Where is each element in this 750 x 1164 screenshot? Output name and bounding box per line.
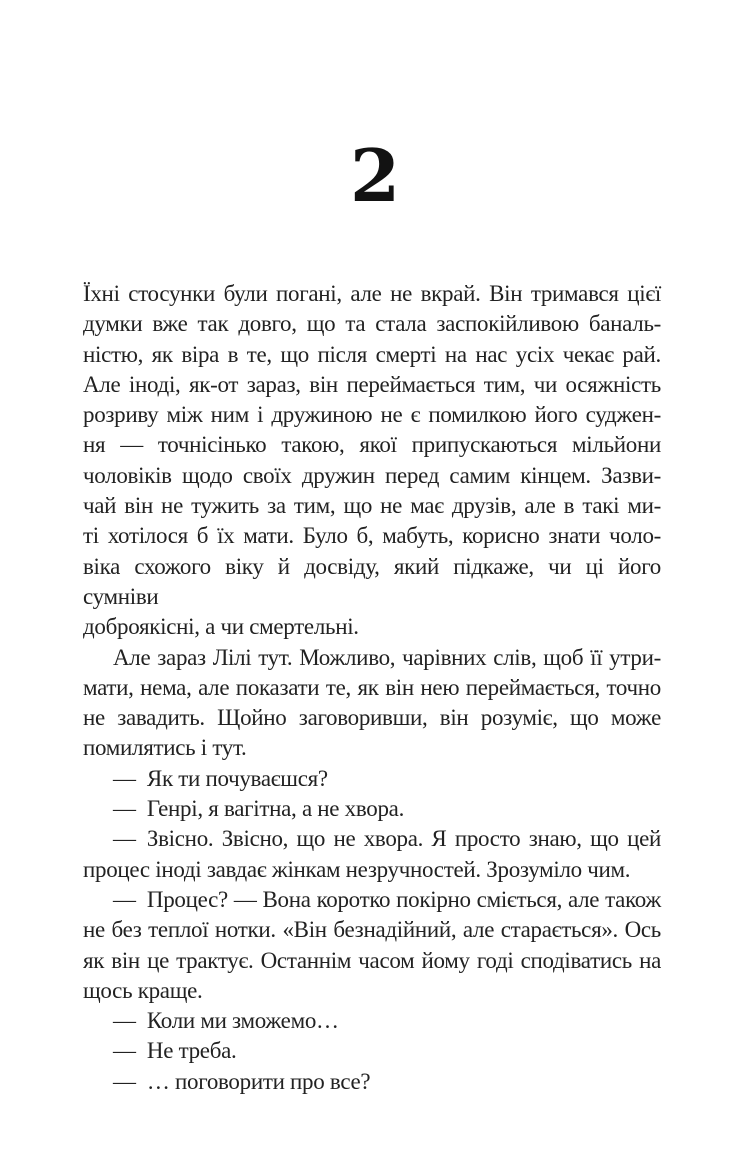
- text-line: доброякісні, а чи смертельні.: [83, 614, 359, 640]
- text-line: розриву між ним і дружиною не є помилкою його суджен-: [83, 402, 661, 428]
- text-line: не без теплої нотки. «Він безнадійний, але старається». Ось: [83, 917, 661, 943]
- dialogue-line: [83, 1006, 661, 1036]
- paragraph: [83, 643, 661, 764]
- text-line: думки вже так довго, що та стала заспокійливою баналь-: [83, 311, 661, 337]
- dialogue-line: [83, 1067, 661, 1097]
- text-line: не завадить. Щойно заговоривши, він розуміє, що може: [83, 705, 661, 731]
- text-line: чоловіків щодо своїх дружин перед самим кінцем. Зазви-: [83, 462, 661, 488]
- text-line: ністю, як віра в те, що після смерті на нас усіх чекає рай.: [83, 341, 661, 367]
- text-block: [83, 279, 661, 1097]
- text-line: Але зараз Лілі тут. Можливо, чарівних слів, щоб її утри-: [113, 644, 661, 670]
- text-line: віка схожого віку й досвіду, який підкаже, чи ці його сумніви: [83, 553, 661, 609]
- text-line: процес іноді завдає жінкам незручностей. Зрозуміло чим.: [83, 856, 631, 882]
- dialogue-line: [83, 764, 661, 794]
- text-line: — Генрі, я вагітна, а не хвора.: [113, 796, 405, 822]
- text-line: Але іноді, як-от зараз, він переймається тим, чи осяжність: [83, 371, 661, 397]
- text-line: ті хотілося б їх мати. Було б, мабуть, корисно знати чоло-: [83, 523, 661, 549]
- dialogue-line: [83, 794, 661, 824]
- text-line: як він це трактує. Останнім часом йому годі сподіватись на: [83, 947, 661, 973]
- text-line: — Процес? — Вона коротко покірно сміється, але також: [113, 886, 661, 912]
- dialogue-line: [83, 1036, 661, 1066]
- chapter-number: 2: [349, 133, 401, 218]
- text-line: — Коли ми зможемо…: [113, 1008, 339, 1034]
- text-line: — … поговорити про все?: [113, 1068, 371, 1094]
- dialogue-line: [83, 885, 661, 1006]
- text-line: ня — точнісінько такою, якої припускаються мільйони: [83, 432, 661, 458]
- dialogue-line: [83, 824, 661, 885]
- text-line: щось краще.: [83, 977, 203, 1003]
- text-line: — Як ти почуваєшся?: [113, 765, 328, 791]
- text-line: — Не треба.: [113, 1038, 237, 1064]
- text-line: чай він не тужить за тим, що не має друзів, але в такі ми-: [83, 493, 661, 519]
- text-line: мати, нема, але показати те, як він нею переймається, точно: [83, 674, 661, 700]
- text-line: помилятись і тут.: [83, 735, 247, 761]
- paragraph-opening: [83, 279, 661, 643]
- text-line: Їхні стосунки були погані, але не вкрай. Він тримався цієї: [83, 281, 661, 306]
- text-line: — Звісно. Звісно, що не хвора. Я просто знаю, що цей: [113, 826, 661, 852]
